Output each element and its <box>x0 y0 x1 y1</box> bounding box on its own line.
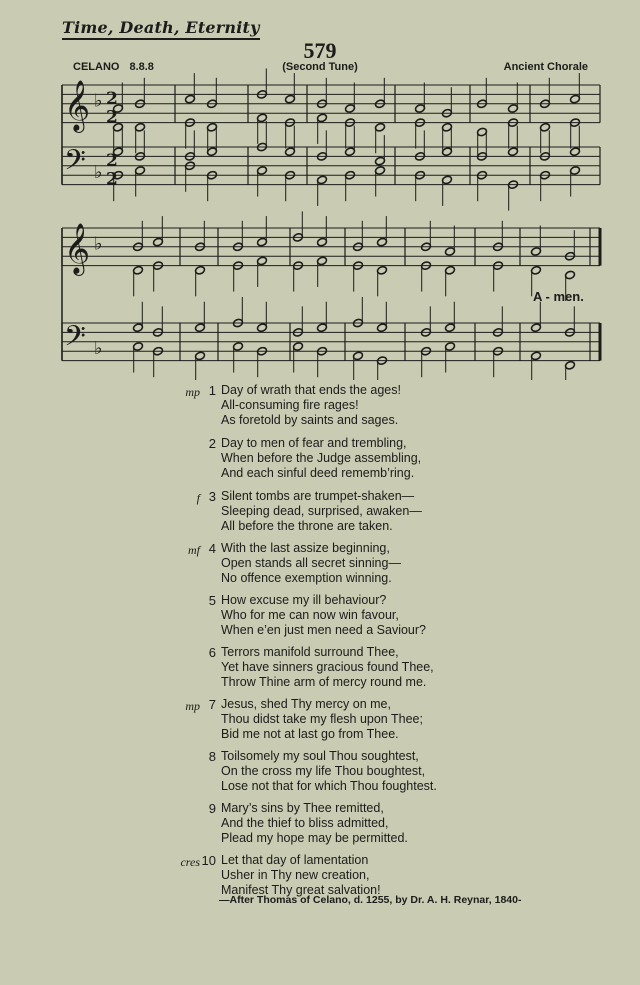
bass-clef-icon: 𝄢 <box>64 144 86 184</box>
verse-line: Thou didst take my flesh upon Thee; <box>221 712 423 726</box>
treble-clef-icon: 𝄞 <box>64 80 91 131</box>
verse-line: Let that day of lamentation <box>221 853 369 867</box>
verse-number: 3 <box>208 489 216 504</box>
composer: Ancient Chorale <box>503 61 588 73</box>
dynamic-marking: mf <box>188 543 200 557</box>
dynamic-marking: mp <box>185 699 200 713</box>
tune-name-text: CELANO <box>73 61 120 73</box>
verse-line: Open stands all secret sinning— <box>221 556 401 570</box>
time-signature-bottom: 2 <box>106 169 118 190</box>
amen-label: A - men. <box>533 289 584 304</box>
time-signature-bottom: 2 <box>106 107 118 128</box>
verse-line: Bid me not at last go from Thee. <box>221 727 399 741</box>
verse-line: All before the throne are taken. <box>221 519 393 533</box>
flat-key-signature-icon: ♭ <box>94 338 103 360</box>
dynamic-marking: f <box>196 491 200 505</box>
dynamic-marking: cres <box>180 855 200 869</box>
verse-line: On the cross my life Thou boughtest, <box>221 764 426 778</box>
verse-number: 6 <box>208 645 216 660</box>
verse-line: Sleeping dead, surprised, awaken— <box>221 504 422 518</box>
verse-line: Lose not that for which Thou foughtest. <box>221 779 437 793</box>
dynamic-marking: mp <box>185 385 200 399</box>
verse-number: 9 <box>208 801 216 816</box>
verse-line: No offence exemption winning. <box>221 571 392 585</box>
verse-line: Jesus, shed Thy mercy on me, <box>221 697 391 711</box>
flat-key-signature-icon: ♭ <box>94 162 103 184</box>
verse-number: 8 <box>208 749 216 764</box>
verse-line: Manifest Thy great salvation! <box>221 883 381 897</box>
verse-line: All-consuming fire rages! <box>221 398 359 412</box>
notes <box>113 68 581 380</box>
treble-clef-icon: 𝄞 <box>64 223 91 274</box>
bass-clef-icon: 𝄢 <box>64 320 86 360</box>
verse-number: 10 <box>201 853 216 868</box>
tune-meter: 8.8.8 <box>129 61 154 73</box>
verse-line: Terrors manifold surround Thee, <box>221 645 399 659</box>
verse-line: Day of wrath that ends the ages! <box>221 383 401 397</box>
flat-key-signature-icon: ♭ <box>94 90 103 112</box>
flat-key-signature-icon: ♭ <box>94 233 103 255</box>
section-title: Time, Death, Eternity <box>62 18 260 40</box>
verse-line: When before the Judge assembling, <box>221 451 422 465</box>
verse-line: Throw Thine arm of mercy round me. <box>221 675 427 689</box>
tune-subtitle: (Second Tune) <box>282 61 358 73</box>
verse-line: Toilsomely my soul Thou soughtest, <box>221 749 419 763</box>
attribution: —After Thomas of Celano, d. 1255, by Dr. A. H. Reynar, 1840- <box>219 894 522 906</box>
verse-line: Yet have sinners gracious found Thee, <box>221 660 434 674</box>
verse-line: Usher in Thy new creation, <box>221 868 370 882</box>
verse-line: And the thief to bliss admitted, <box>221 816 389 830</box>
music-score <box>0 0 640 380</box>
verse-line: Who for me can now win favour, <box>221 608 399 622</box>
hymn-number: 579 <box>303 38 337 63</box>
verse-number: 2 <box>208 436 216 451</box>
verse-line: How excuse my ill behaviour? <box>221 593 387 607</box>
verse-line: When e’en just men need a Saviour? <box>221 623 426 637</box>
verse-line: Silent tombs are trumpet-shaken— <box>221 489 415 503</box>
verse-line: With the last assize beginning, <box>221 541 390 555</box>
time-signature-top: 2 <box>106 150 118 171</box>
verse-number: 1 <box>208 383 216 398</box>
verse-line: Mary’s sins by Thee remitted, <box>221 801 384 815</box>
verse-line: Plead my hope may be permitted. <box>221 831 408 845</box>
verse-line: Day to men of fear and trembling, <box>221 436 407 450</box>
time-signature-top: 2 <box>106 88 118 109</box>
verse-line: As foretold by saints and sages. <box>221 413 399 427</box>
verse-number: 4 <box>208 541 216 556</box>
verse-line: And each sinful deed rememb’ring. <box>221 466 415 480</box>
verse-number: 5 <box>208 593 216 608</box>
verse-number: 7 <box>208 697 216 712</box>
